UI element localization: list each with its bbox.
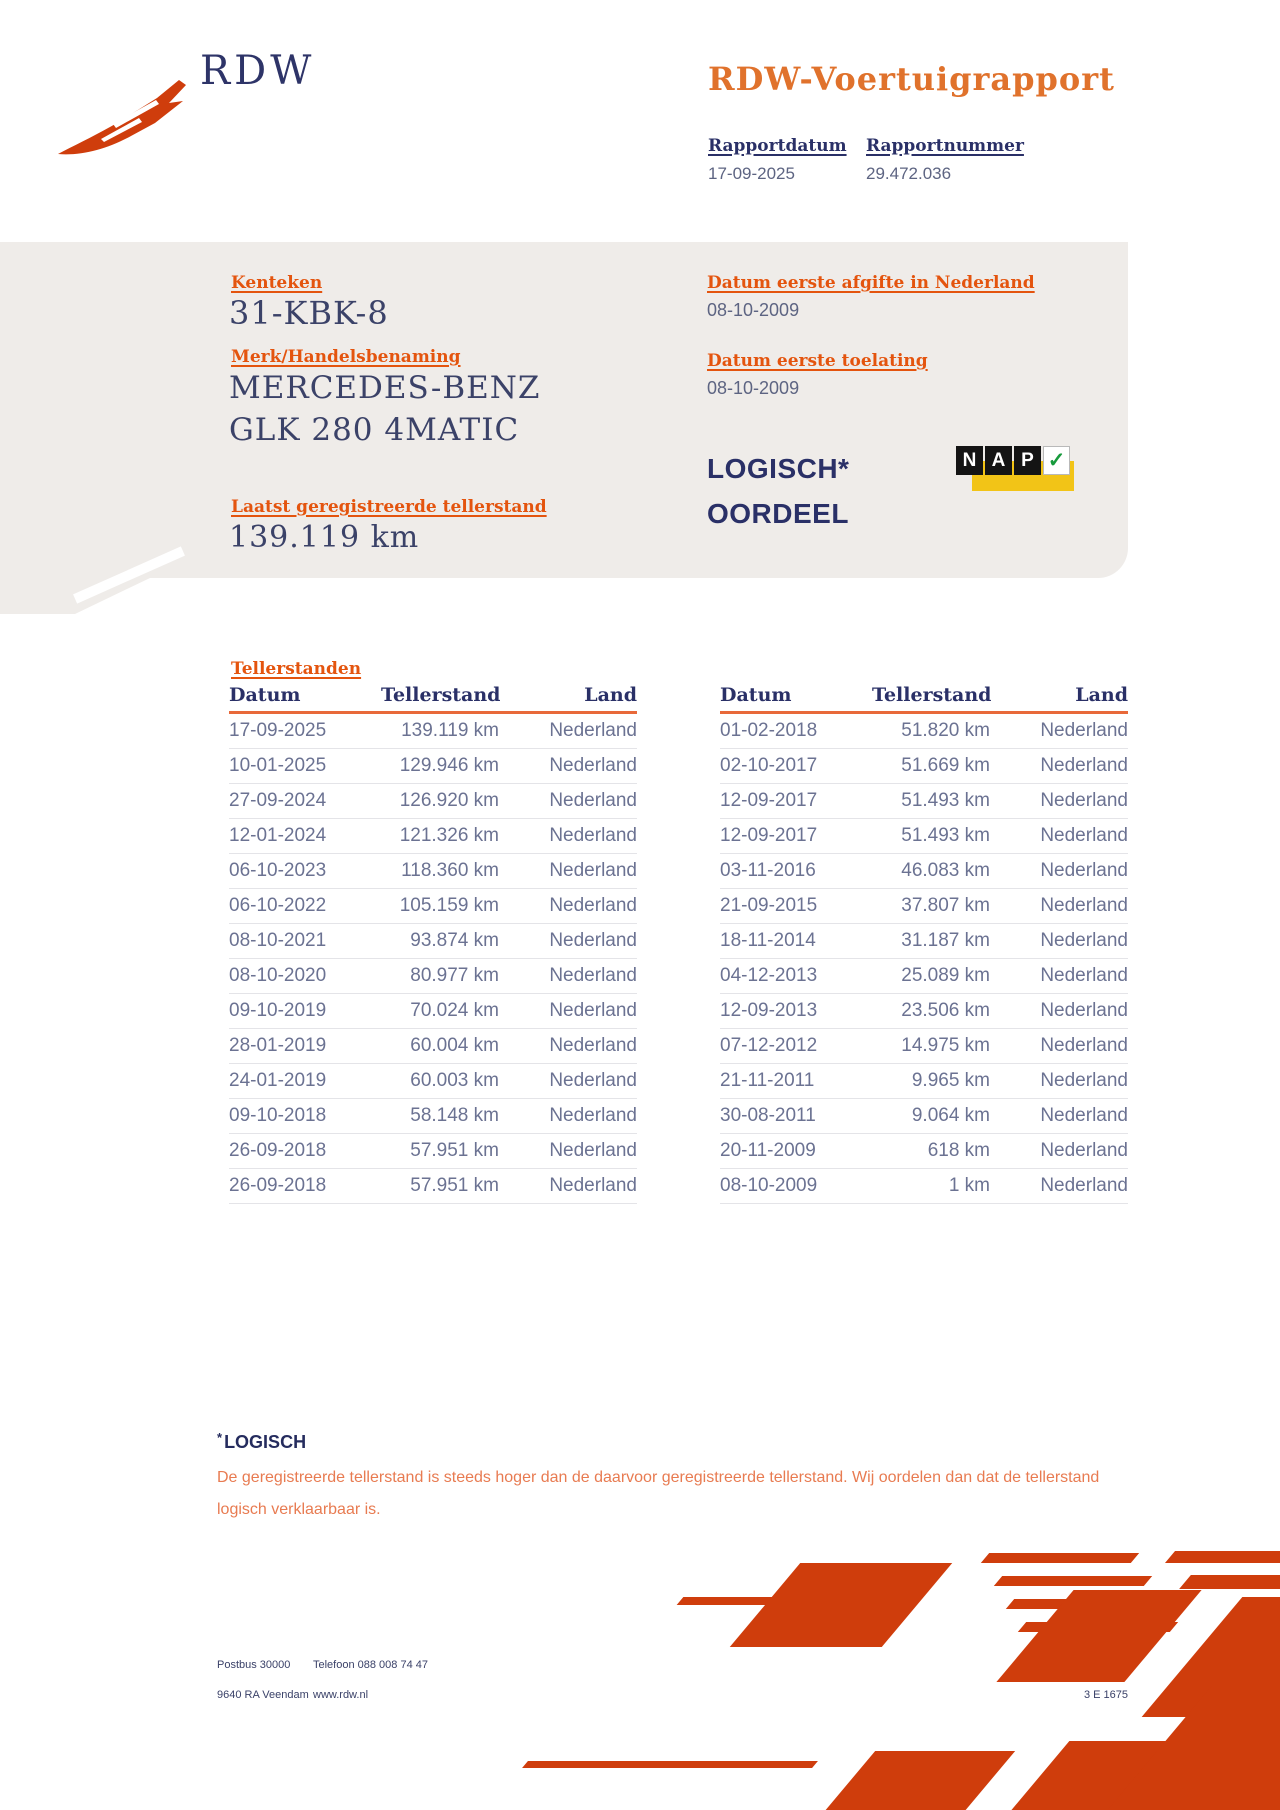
cell-land: Nederland <box>990 1169 1128 1204</box>
footer-address-line1: Postbus 30000 <box>217 1659 291 1671</box>
cell-tellerstand: 80.977 km <box>381 959 499 994</box>
cell-datum: 27-09-2024 <box>229 784 381 819</box>
kenteken-label: Kenteken <box>231 273 323 293</box>
table-row <box>720 819 1128 854</box>
cell-datum: 10-01-2025 <box>229 749 381 784</box>
nap-check-icon: ✓ <box>1043 446 1070 475</box>
cell-datum: 12-09-2017 <box>720 784 872 819</box>
cell-land: Nederland <box>499 713 637 749</box>
cell-land: Nederland <box>499 1029 637 1064</box>
cell-land: Nederland <box>990 1099 1128 1134</box>
table-row <box>720 854 1128 889</box>
cell-tellerstand: 105.159 km <box>381 889 499 924</box>
cell-tellerstand: 31.187 km <box>872 924 990 959</box>
cell-datum: 09-10-2019 <box>229 994 381 1029</box>
table-row <box>720 1169 1128 1204</box>
page-title: RDW-Voertuigrapport <box>708 60 1115 98</box>
cell-datum: 01-02-2018 <box>720 713 872 749</box>
cell-tellerstand: 51.493 km <box>872 784 990 819</box>
table-row <box>720 713 1128 749</box>
table-row <box>720 889 1128 924</box>
cell-tellerstand: 9.965 km <box>872 1064 990 1099</box>
cell-land: Nederland <box>990 959 1128 994</box>
table-row <box>720 784 1128 819</box>
cell-tellerstand: 126.920 km <box>381 784 499 819</box>
cell-datum: 21-09-2015 <box>720 889 872 924</box>
tellerstanden-table-left <box>229 684 637 1204</box>
cell-land: Nederland <box>990 1029 1128 1064</box>
table-row <box>229 749 637 784</box>
cell-land: Nederland <box>990 1134 1128 1169</box>
cell-datum: 06-10-2023 <box>229 854 381 889</box>
cell-datum: 04-12-2013 <box>720 959 872 994</box>
cell-datum: 28-01-2019 <box>229 1029 381 1064</box>
nap-letter-a: A <box>985 446 1012 475</box>
toelating-value: 08-10-2009 <box>707 378 800 398</box>
report-number-label: Rapportnummer <box>866 136 1024 156</box>
cell-tellerstand: 1 km <box>872 1169 990 1204</box>
rdw-logo-text: RDW <box>200 48 316 94</box>
cell-datum: 12-09-2013 <box>720 994 872 1029</box>
logisch-explanation-heading <box>217 1430 306 1453</box>
cell-datum: 08-10-2020 <box>229 959 381 994</box>
cell-datum: 21-11-2011 <box>720 1064 872 1099</box>
cell-tellerstand: 57.951 km <box>381 1169 499 1204</box>
cell-land: Nederland <box>990 1064 1128 1099</box>
cell-datum: 12-01-2024 <box>229 819 381 854</box>
tellerstand-label: Laatst geregistreerde tellerstand <box>231 497 547 517</box>
column-header-tellerstand: Tellerstand <box>872 684 990 713</box>
cell-land: Nederland <box>499 994 637 1029</box>
cell-land: Nederland <box>499 1169 637 1204</box>
cell-land: Nederland <box>990 924 1128 959</box>
table-row <box>229 994 637 1029</box>
cell-datum: 06-10-2022 <box>229 889 381 924</box>
nap-letter-n: N <box>956 446 983 475</box>
cell-tellerstand: 23.506 km <box>872 994 990 1029</box>
cell-tellerstand: 70.024 km <box>381 994 499 1029</box>
cell-tellerstand: 139.119 km <box>381 713 499 749</box>
table-row <box>720 924 1128 959</box>
cell-datum: 18-11-2014 <box>720 924 872 959</box>
cell-datum: 03-11-2016 <box>720 854 872 889</box>
cell-tellerstand: 9.064 km <box>872 1099 990 1134</box>
corner-wing-graphic <box>520 1545 1280 1810</box>
cell-datum: 20-11-2009 <box>720 1134 872 1169</box>
table-header-row <box>720 684 1128 713</box>
table-row <box>720 959 1128 994</box>
cell-tellerstand: 25.089 km <box>872 959 990 994</box>
cell-land: Nederland <box>499 819 637 854</box>
cell-land: Nederland <box>499 1134 637 1169</box>
footer-address-line2: 9640 RA Veendam <box>217 1689 309 1701</box>
column-header-land: Land <box>499 684 637 713</box>
table-header-row <box>229 684 637 713</box>
cell-datum: 08-10-2021 <box>229 924 381 959</box>
cell-datum: 26-09-2018 <box>229 1134 381 1169</box>
cell-tellerstand: 118.360 km <box>381 854 499 889</box>
oordeel-line1: LOGISCH* <box>707 453 850 484</box>
table-row <box>229 854 637 889</box>
merk-value-line2: GLK 280 4MATIC <box>229 412 520 448</box>
cell-land: Nederland <box>990 889 1128 924</box>
kenteken-value: 31-KBK-8 <box>229 294 389 332</box>
nap-logo <box>956 446 1078 494</box>
cell-land: Nederland <box>499 959 637 994</box>
table-row <box>720 1064 1128 1099</box>
table-row <box>229 1099 637 1134</box>
cell-tellerstand: 46.083 km <box>872 854 990 889</box>
merk-value-line1: MERCEDES-BENZ <box>229 370 541 406</box>
cell-land: Nederland <box>990 713 1128 749</box>
table-row <box>720 749 1128 784</box>
footer-address <box>217 1650 309 1710</box>
cell-tellerstand: 58.148 km <box>381 1099 499 1134</box>
cell-tellerstand: 121.326 km <box>381 819 499 854</box>
cell-land: Nederland <box>499 924 637 959</box>
afgifte-value: 08-10-2009 <box>707 300 800 320</box>
table-row <box>720 1134 1128 1169</box>
cell-tellerstand: 60.004 km <box>381 1029 499 1064</box>
report-date-label: Rapportdatum <box>708 136 847 156</box>
tellerstanden-section-title: Tellerstanden <box>231 659 362 679</box>
report-number-value: 29.472.036 <box>866 164 952 183</box>
logisch-heading-text: LOGISCH <box>224 1432 307 1452</box>
table-row <box>229 924 637 959</box>
cell-land: Nederland <box>990 994 1128 1029</box>
cell-land: Nederland <box>990 784 1128 819</box>
table-row <box>720 1029 1128 1064</box>
table-row <box>229 1029 637 1064</box>
cell-land: Nederland <box>990 819 1128 854</box>
cell-land: Nederland <box>499 749 637 784</box>
cell-land: Nederland <box>499 784 637 819</box>
column-header-tellerstand: Tellerstand <box>381 684 499 713</box>
oordeel-text <box>707 446 849 536</box>
table-row <box>229 1064 637 1099</box>
cell-tellerstand: 51.493 km <box>872 819 990 854</box>
report-date-value: 17-09-2025 <box>708 164 795 183</box>
cell-datum: 26-09-2018 <box>229 1169 381 1204</box>
table-row <box>720 1099 1128 1134</box>
cell-datum: 12-09-2017 <box>720 819 872 854</box>
footer-website: www.rdw.nl <box>313 1689 369 1701</box>
table-row <box>229 959 637 994</box>
cell-tellerstand: 93.874 km <box>381 924 499 959</box>
cell-tellerstand: 618 km <box>872 1134 990 1169</box>
cell-datum: 08-10-2009 <box>720 1169 872 1204</box>
merk-label: Merk/Handelsbenaming <box>231 347 461 367</box>
footer-form-code: 3 E 1675 <box>1083 1689 1128 1701</box>
tellerstand-value: 139.119 km <box>229 520 420 555</box>
cell-tellerstand: 57.951 km <box>381 1134 499 1169</box>
cell-datum: 30-08-2011 <box>720 1099 872 1134</box>
cell-datum: 02-10-2017 <box>720 749 872 784</box>
cell-land: Nederland <box>990 854 1128 889</box>
cell-tellerstand: 37.807 km <box>872 889 990 924</box>
afgifte-label: Datum eerste afgifte in Nederland <box>707 273 1035 293</box>
cell-land: Nederland <box>499 889 637 924</box>
table-row <box>229 1169 637 1204</box>
nap-letter-p: P <box>1014 446 1041 475</box>
footer-contact <box>313 1650 428 1710</box>
cell-land: Nederland <box>990 749 1128 784</box>
table-row <box>720 994 1128 1029</box>
cell-land: Nederland <box>499 1099 637 1134</box>
asterisk: * <box>217 1430 223 1445</box>
column-header-datum: Datum <box>720 684 872 713</box>
table-row <box>229 1134 637 1169</box>
cell-tellerstand: 60.003 km <box>381 1064 499 1099</box>
table-row <box>229 784 637 819</box>
cell-datum: 09-10-2018 <box>229 1099 381 1134</box>
cell-datum: 17-09-2025 <box>229 713 381 749</box>
cell-datum: 07-12-2012 <box>720 1029 872 1064</box>
cell-land: Nederland <box>499 854 637 889</box>
cell-tellerstand: 14.975 km <box>872 1029 990 1064</box>
table-row <box>229 889 637 924</box>
column-header-land: Land <box>990 684 1128 713</box>
tellerstanden-table-right <box>720 684 1128 1204</box>
table-row <box>229 819 637 854</box>
footer-phone: Telefoon 088 008 74 47 <box>313 1659 428 1671</box>
logisch-explanation-body: De geregistreerde tellerstand is steeds hoger dan de daarvoor geregistreerde tellerstand. Wij oordelen dan dat de tellerstand logisch verklaarbaar is. <box>217 1469 1100 1518</box>
cell-datum: 24-01-2019 <box>229 1064 381 1099</box>
rdw-wing-logo-icon <box>55 72 190 162</box>
cell-land: Nederland <box>499 1064 637 1099</box>
column-header-datum: Datum <box>229 684 381 713</box>
cell-tellerstand: 129.946 km <box>381 749 499 784</box>
oordeel-line2: OORDEEL <box>707 498 849 529</box>
cell-tellerstand: 51.669 km <box>872 749 990 784</box>
toelating-label: Datum eerste toelating <box>707 351 928 371</box>
table-row <box>229 713 637 749</box>
cell-tellerstand: 51.820 km <box>872 713 990 749</box>
